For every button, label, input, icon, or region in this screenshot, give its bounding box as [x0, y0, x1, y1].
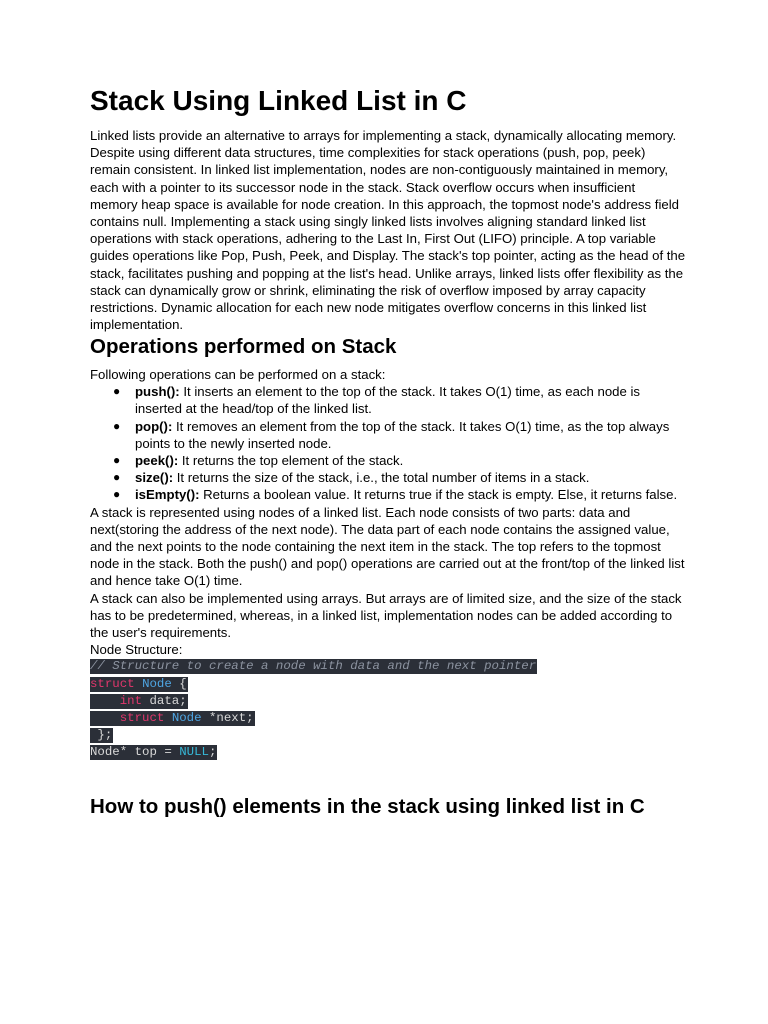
code-line — [90, 676, 686, 693]
code-text: Node* top = — [90, 745, 180, 760]
operation-name: size(): — [135, 470, 174, 486]
code-keyword: struct — [90, 676, 135, 691]
code-comment: // Structure to create a node with data and the next pointer — [90, 659, 537, 674]
bullet-icon: ● — [113, 470, 121, 485]
operations-list — [90, 383, 686, 503]
operations-lead: Following operations can be performed on a stack: — [90, 367, 386, 382]
code-block — [90, 658, 686, 761]
operations-heading: Operations performed on Stack — [90, 335, 397, 358]
code-line — [90, 727, 686, 744]
code-text: }; — [90, 728, 113, 743]
code-text: data; — [142, 693, 187, 708]
operation-desc: It returns the size of the stack, i.e., the total number of items in a stack. — [173, 470, 590, 486]
list-item — [90, 452, 686, 469]
code-line — [90, 658, 686, 675]
code-indent — [90, 694, 120, 708]
list-item — [90, 486, 686, 503]
operation-desc: It returns the top element of the stack. — [178, 453, 404, 469]
operation-name: isEmpty(): — [135, 487, 200, 503]
page-title: Stack Using Linked List in C — [90, 85, 467, 116]
operations-section — [90, 366, 686, 762]
code-line — [90, 710, 686, 727]
list-item — [90, 418, 686, 452]
code-keyword: struct — [119, 711, 165, 726]
operation-desc: Returns a boolean value. It returns true if the stack is empty. Else, it returns false. — [199, 487, 678, 503]
code-line — [90, 744, 686, 761]
push-heading: How to push() elements in the stack using linked list in C — [90, 795, 645, 818]
code-text: *next; — [201, 711, 254, 726]
node-structure-label: Node Structure: — [90, 642, 183, 658]
code-keyword: int — [119, 693, 143, 708]
code-type: Node — [142, 676, 172, 691]
code-null: NULL — [179, 745, 209, 760]
operation-name: push(): — [135, 384, 180, 400]
bullet-icon: ● — [113, 487, 121, 502]
bullet-icon: ● — [113, 384, 121, 399]
bullet-icon: ● — [113, 453, 121, 468]
code-text: { — [171, 676, 187, 691]
code-type: Node — [171, 711, 202, 726]
intro-paragraph: Linked lists provide an alternative to arrays for implementing a stack, dynamically allocating memory. Despite using different data structures, time complexities for stack operations (push, pop, peek) remain consistent. In linked list implementation, nodes are non-contiguously maintained in memory, each with a pointer to its successor node in the stack. Stack overflow occurs when insufficient memory heap space is available for node creation. In this approach, the topmost node's address field contains null. Implementing a stack using singly linked lists involves aligning standard linked list operations with stack operations, adhering to the Last In, First Out (LIFO) principle. A top variable guides operations like Pop, Push, Peek, and Display. The stack's top pointer, acting as the head of the stack, facilitates pushing and popping at the list's head. Unlike arrays, linked lists offer flexibility as the stack can dynamically grow or shrink, eliminating the risk of overflow imposed by array capacity restrictions. Dynamic allocation for each new node mitigates overflow concerns in this linked list implementation. — [90, 128, 686, 333]
code-text: ; — [208, 745, 217, 760]
code-line — [90, 693, 686, 710]
list-item — [90, 469, 686, 486]
bullet-icon: ● — [113, 418, 121, 433]
operation-desc: It inserts an element to the top of the stack. It takes O(1) time, as each node is inserted at the head/top of the linked list. — [135, 384, 641, 417]
operation-name: pop(): — [135, 418, 173, 434]
array-comparison-paragraph: A stack can also be implemented using arrays. But arrays are of limited size, and the size of the stack has to be predetermined, whereas, in a linked list, implementation nodes can be added according to the user's requirements. — [90, 590, 682, 641]
operation-desc: It removes an element from the top of the stack. It takes O(1) time, as the top always points to the newly inserted node. — [135, 418, 670, 451]
list-item — [90, 383, 686, 417]
operation-name: peek(): — [135, 453, 179, 469]
code-indent — [90, 711, 120, 725]
stack-representation-paragraph: A stack is represented using nodes of a linked list. Each node consists of two parts: data and next(storing the address of the next node). The data part of each node contains the assigned value, and the next points to the node containing the next item in the stack. The top refers to the topmost node in the stack. Both the push() and pop() operations are carried out at the front/top of the linked list and hence take O(1) time. — [90, 504, 685, 589]
